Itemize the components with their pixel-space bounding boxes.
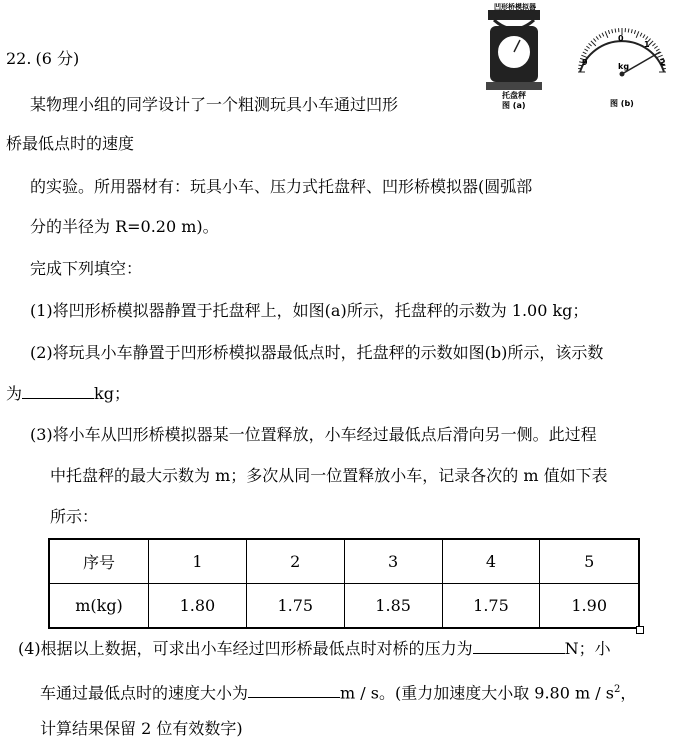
step-4-text-d: m / s。(重力加速度大小取 9.80 m / s — [340, 683, 614, 703]
dial-tick — [634, 30, 635, 34]
intro-line-3: 的实验。所用器材有：玩具小车、压力式托盘秤、凹形桥模拟器(圆弧部 — [30, 177, 533, 196]
scale-base — [486, 82, 542, 90]
dial-tick — [599, 34, 601, 37]
answer-blank-force[interactable] — [473, 639, 565, 654]
table-header-cell: 序号 — [49, 539, 149, 584]
intro-line-4: 分的半径为 R=0.20 m)。 — [30, 217, 219, 236]
dial-tick — [640, 33, 642, 37]
table-header-cell: 5 — [540, 539, 639, 584]
table-cell: 1.80 — [149, 584, 247, 629]
step-4-line-3: 计算结果保留 2 位有效数字) — [40, 719, 243, 738]
intro-line-2: 桥最低点时的速度 — [6, 134, 135, 153]
answer-blank-speed[interactable] — [248, 683, 340, 698]
dial-tick — [608, 30, 609, 34]
table-cell: 1.85 — [344, 584, 442, 629]
step-1: (1)将凹形桥模拟器静置于托盘秤上，如图(a)所示，托盘秤的示数为 1.00 kg； — [30, 301, 589, 320]
instruction: 完成下列填空： — [30, 259, 143, 278]
dial-pivot — [620, 72, 625, 77]
dial-tick — [612, 29, 613, 33]
table-cell: 1.90 — [540, 584, 639, 629]
table-header-cell: 3 — [344, 539, 442, 584]
dial-tick — [583, 52, 587, 54]
figure-b-caption: 图 (b) — [610, 99, 634, 108]
figure-b — [572, 22, 672, 110]
step-3-line-3: 所示： — [50, 507, 99, 526]
step-2-line-1: (2)将玩具小车静置于凹形桥模拟器最低点时，托盘秤的示数如图(b)所示，该示数 — [30, 343, 604, 362]
dial-tick — [636, 31, 639, 37]
question-number: 22. — [6, 49, 32, 68]
dial-tick — [643, 34, 645, 37]
dial-tick — [591, 41, 596, 46]
question-points: (6 分) — [35, 49, 80, 68]
dial-tick — [656, 49, 659, 51]
dial-tick-label: 0 — [618, 34, 624, 43]
dial-tick-label: 1 — [644, 40, 650, 49]
scale-with-bridge-illustration — [486, 4, 542, 98]
dial-tick — [654, 46, 657, 48]
figure-a-top-label: 凹形桥模拟器 — [494, 3, 536, 11]
dial-tick-label: 2 — [660, 58, 666, 67]
data-table — [48, 538, 640, 629]
question-header — [6, 48, 79, 70]
dial-tick — [589, 43, 592, 46]
dial-tick — [615, 29, 616, 33]
superscript-2: 2 — [613, 684, 621, 695]
dial-tick — [631, 29, 632, 33]
step-2-unit: kg； — [94, 384, 130, 403]
dial-tick-label: 9 — [582, 58, 588, 67]
table-row — [49, 539, 639, 584]
dial-tick — [602, 33, 604, 37]
figure-a-caption: 图 (a) — [502, 101, 526, 110]
step-4-text-c: 车通过最低点时的速度大小为 — [40, 683, 249, 703]
step-4-line-1 — [18, 638, 611, 660]
table-cell: 1.75 — [246, 584, 344, 629]
intro-line-1: 某物理小组的同学设计了一个粗测玩具小车通过凹形 — [30, 95, 399, 114]
answer-blank-reading[interactable] — [22, 384, 94, 399]
step-4-line-2 — [40, 679, 636, 704]
step-2-line-2 — [6, 383, 130, 405]
dial-unit: kg — [618, 62, 630, 71]
step-3-line-2: 中托盘秤的最大示数为 m；多次从同一位置释放小车，记录各次的 m 值如下表 — [50, 466, 608, 485]
dial-tick — [584, 49, 587, 51]
table-header-cell: 1 — [149, 539, 247, 584]
dial-tick — [652, 43, 655, 46]
step-4-text-b: N；小 — [564, 639, 611, 658]
table-header-cell: 4 — [442, 539, 540, 584]
resize-handle[interactable] — [636, 626, 644, 634]
table-cell: 1.75 — [442, 584, 540, 629]
step-2-prefix: 为 — [6, 384, 23, 403]
dial-tick — [593, 39, 596, 42]
step-4-text-a: (4)根据以上数据，可求出小车经过凹形桥最低点时对桥的压力为 — [18, 639, 473, 658]
table-row-label: m(kg) — [49, 584, 149, 629]
dial-tick — [586, 46, 589, 48]
dial-tick — [628, 29, 629, 33]
dial-tick — [605, 31, 608, 37]
dial-tick — [596, 36, 598, 39]
dial-reading-illustration — [572, 22, 672, 82]
table-header-cell: 2 — [246, 539, 344, 584]
figure-a — [486, 4, 542, 112]
step-3-line-1: (3)将小车从凹形桥模拟器某一位置释放，小车经过最低点后滑向另一侧。此过程 — [30, 425, 597, 444]
table-row — [49, 584, 639, 629]
figure-a-scale-label: 托盘秤 — [502, 91, 526, 100]
step-4-text-e: ， — [620, 683, 637, 703]
